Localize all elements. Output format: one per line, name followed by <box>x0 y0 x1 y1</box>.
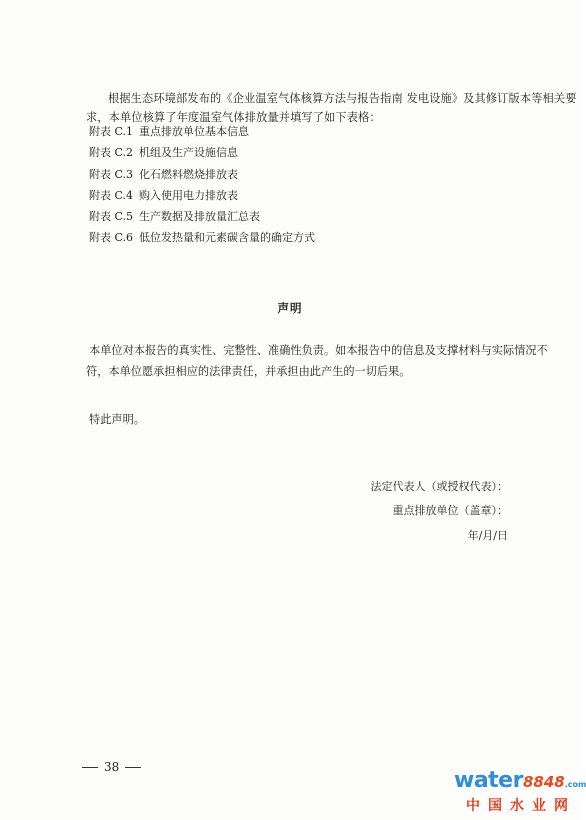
annex-item <box>89 206 315 227</box>
site-watermark <box>446 768 586 816</box>
watermark-tld: .com <box>564 780 586 789</box>
declaration-closing: 特此声明。 <box>89 413 145 426</box>
annex-title: 低位发热量和元素碳含量的确定方式 <box>139 231 316 245</box>
intro-line-1: 根据生态环境部发布的《企业温室气体核算方法与报告指南 发电设施》及其修订版本等相关要 <box>108 92 577 105</box>
annex-code: 附表 C.5 <box>89 210 134 224</box>
declaration-line-1: 本单位对本报告的真实性、完整性、准确性负责。如本报告中的信息及支撑材料与实际情况不 <box>89 344 548 357</box>
annex-code: 附表 C.1 <box>89 125 134 138</box>
watermark-logo <box>454 768 586 793</box>
annex-title: 机组及生产设施信息 <box>139 146 239 160</box>
annex-title: 化石燃料燃烧排放表 <box>139 167 239 181</box>
annex-code: 附表 C.2 <box>89 146 134 160</box>
annex-code: 附表 C.6 <box>89 231 134 245</box>
declaration-paragraph <box>86 340 548 382</box>
intro-line-2: 求，本单位核算了年度温室气体排放量并填写了如下表格： <box>86 111 381 124</box>
unit-seal-label: 重点排放单位（盖章）： <box>392 504 508 517</box>
page-number-dash-right <box>125 767 141 768</box>
annex-item <box>89 142 315 163</box>
annex-title: 重点排放单位基本信息 <box>139 125 250 138</box>
annex-code: 附表 C.4 <box>89 188 134 202</box>
declaration-line-2: 符，本单位愿承担相应的法律责任，并承担由此产生的一切后果。 <box>86 365 411 378</box>
legal-representative-label: 法定代表人（或授权代表）： <box>370 480 508 493</box>
annex-item <box>89 164 315 185</box>
watermark-brand: water <box>454 768 523 793</box>
watermark-chinese: 中国水业网 <box>466 798 576 814</box>
annex-item <box>89 227 315 248</box>
annex-item <box>89 185 315 206</box>
annex-title: 生产数据及排放量汇总表 <box>139 210 261 224</box>
annex-list <box>89 121 315 249</box>
page-number-value: 38 <box>104 760 120 774</box>
date-label: 年/月/日 <box>467 529 508 542</box>
watermark-number: 8848 <box>522 773 565 791</box>
page-number-dash-left <box>82 767 98 768</box>
page-number <box>76 760 147 774</box>
declaration-title: 声明 <box>277 301 303 315</box>
annex-title: 购入使用电力排放表 <box>139 188 239 202</box>
annex-item <box>89 121 315 142</box>
annex-code: 附表 C.3 <box>89 167 134 181</box>
